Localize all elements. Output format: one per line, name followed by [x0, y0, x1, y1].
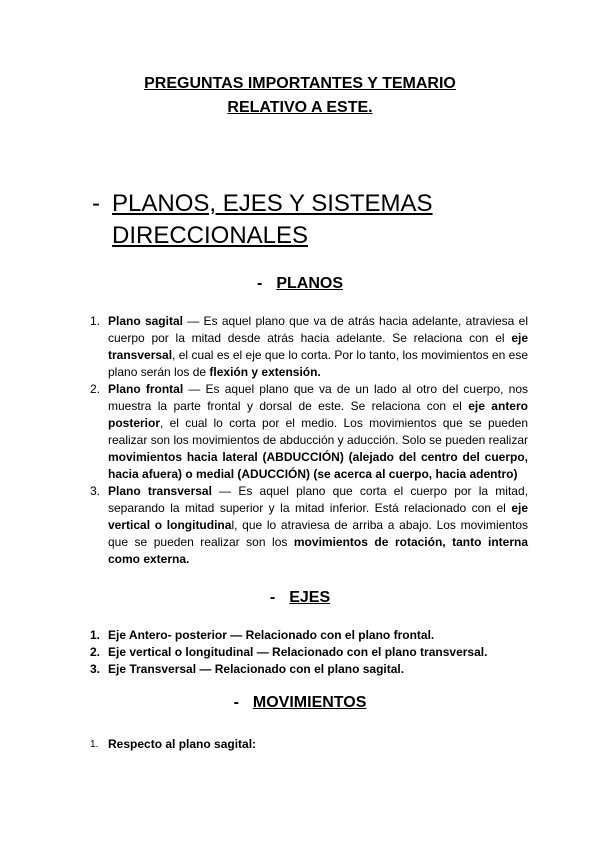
term-bold: flexión y extensión.: [209, 365, 321, 379]
text-run: l, que lo atraviesa de arriba a abajo. Los movimientos que se pueden realizar son los: [108, 518, 528, 549]
term-bold: eje antero posterior: [108, 399, 528, 430]
list-text: Eje Transversal — Relacionado con el plano sagital.: [108, 662, 405, 676]
term-bold: eje transversal: [108, 331, 528, 362]
planos-heading: [0, 274, 600, 294]
list-number: 2.: [90, 382, 101, 396]
title-line-1: PREGUNTAS IMPORTANTES Y TEMARIO: [144, 75, 456, 92]
ejes-list: [88, 627, 528, 678]
list-text: Eje vertical o longitudinal — Relacionado con el plano transversal.: [108, 645, 488, 659]
list-number: 1.: [90, 314, 101, 328]
text-run: — Es aquel plano que va de un lado al otro del cuerpo, nos muestra la parte frontal y dorsal de este. Se relaciona con el: [108, 382, 528, 413]
document-title: [60, 72, 540, 120]
ejes-label: EJES: [289, 589, 331, 606]
planos-label: PLANOS: [276, 275, 343, 292]
movimientos-dash: -: [233, 694, 239, 711]
text-run: — Es aquel plano que corta el cuerpo por la mitad, separando la mitad superior y la mitad inferior. Está relacionado con el: [108, 484, 528, 515]
list-number: 1.: [90, 628, 101, 642]
list-number: 2.: [90, 645, 101, 659]
list-item: [88, 661, 528, 678]
text-run: — Es aquel plano que va de atrás hacia adelante, atraviesa el cuerpo por la mitad desde atrás hacia adelante. Se relaciona con el: [108, 314, 528, 345]
list-number: 1.: [90, 739, 99, 750]
ejes-dash: -: [269, 589, 276, 606]
movimientos-label: MOVIMIENTOS: [252, 694, 367, 711]
term-bold: eje vertical o longitudina: [108, 501, 528, 532]
list-text: Eje Antero- posterior — Relacionado con el plano frontal.: [108, 628, 435, 642]
list-text: [108, 736, 528, 753]
planos-list: [88, 313, 528, 568]
list-item: [88, 644, 528, 661]
list-item: [88, 627, 528, 644]
term-bold: Plano sagital: [108, 314, 183, 328]
text-run: , el cual lo corta por el medio. Los movimientos que se pueden realizar son los movimientos de abducción y aducción. Solo se pueden realizar: [108, 416, 528, 447]
movimientos-list: [88, 736, 528, 753]
term-bold: Plano frontal: [108, 382, 184, 396]
text-run: , el cual es el eje que lo corta. Por lo tanto, los movimientos en ese plano serán los de: [108, 348, 528, 379]
section-title: PLANOS, EJES Y SISTEMAS DIRECCIONALES: [112, 190, 433, 249]
list-item: [88, 483, 528, 568]
list-number: 3.: [90, 484, 101, 498]
planos-dash: -: [257, 275, 263, 292]
list-item: [88, 736, 528, 753]
movimientos-heading: [0, 693, 600, 713]
list-text: [108, 483, 528, 568]
list-number: 3.: [90, 662, 101, 676]
section-dash: -: [92, 190, 100, 217]
term-bold: Plano transversal: [108, 484, 212, 498]
list-text: [108, 381, 528, 483]
term-bold: movimientos hacia lateral (ABDUCCIÓN) (alejado del centro del cuerpo, hacia afuera) o medial (ADUCCIÓN) (se acerca al cuerpo, hacia adentro): [108, 450, 528, 481]
list-item: [88, 381, 528, 483]
title-line-2: RELATIVO A ESTE.: [227, 99, 373, 116]
list-text: [108, 313, 528, 381]
ejes-heading: [0, 588, 600, 608]
list-item: [88, 313, 528, 381]
term-bold: Respecto al plano sagital:: [108, 737, 257, 751]
term-bold: movimientos de rotación, tanto interna como externa.: [108, 535, 528, 566]
